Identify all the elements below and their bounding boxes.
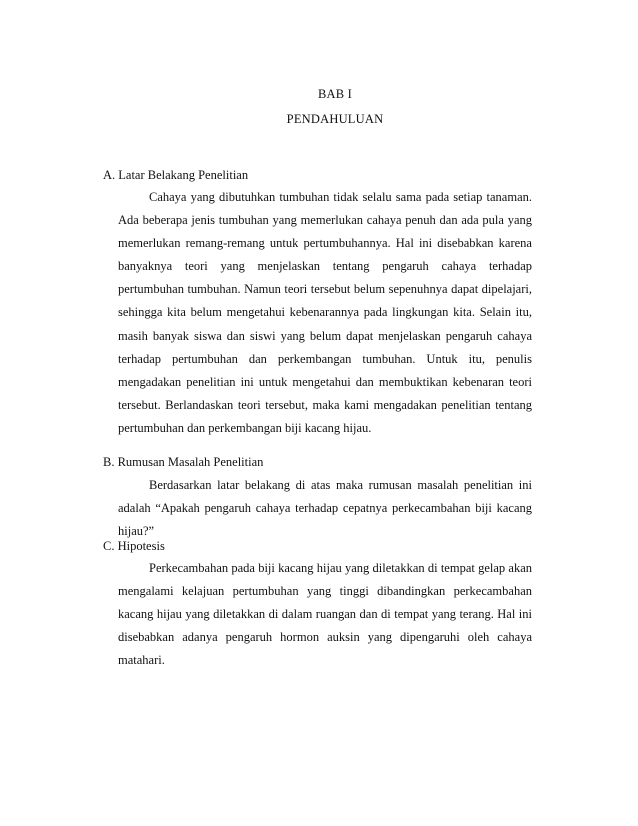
section-paragraph: Perkecambahan pada biji kacang hijau yang diletakkan di tempat gelap akan mengalami kelajuan pertumbuhan yang tinggi dibandingkan perkecambahan kacang hijau yang diletakkan di dalam ruangan dan di tempat yang terang. Hal ini disebabkan adanya pengaruh hormon auksin yang dipengaruhi oleh cahaya matahari. (118, 561, 532, 668)
section-heading: B. Rumusan Masalah Penelitian (103, 455, 264, 469)
chapter-title: PENDAHULUAN (286, 112, 384, 126)
chapter-number: BAB I (318, 87, 352, 101)
section-paragraph: Berdasarkan latar belakang di atas maka rumusan masalah penelitian ini adalah “Apakah pengaruh cahaya terhadap cepatnya perkecambahan biji kacang hijau?” (118, 478, 532, 539)
section-heading: C. Hipotesis (103, 539, 165, 553)
section-paragraph: Cahaya yang dibutuhkan tumbuhan tidak selalu sama pada setiap tanaman. Ada beberapa jenis tumbuhan yang memerlukan cahaya penuh dan ada pula yang memerlukan remang-remang untuk pertumbuhannya. Hal ini disebabkan karena banyaknya teori yang menjelaskan tentang pengaruh cahaya terhadap pertumbuhan tumbuhan. Namun teori tersebut belum sepenuhnya dapat dipelajari, sehingga kita belum mengetahui kebenarannya pada lingkungan kita. Selain itu, masih banyak siswa dan siswi yang belum dapat menjelaskan pengaruh cahaya terhadap pertumbuhan dan perkembangan tumbuhan. Untuk itu, penulis mengadakan penelitian ini untuk mengetahui dan membuktikan kebenaran teori tersebut. Berlandaskan teori tersebut, maka kami mengadakan penelitian tentang pertumbuhan dan perkembangan biji kacang hijau. (118, 190, 532, 435)
section-heading: A. Latar Belakang Penelitian (103, 168, 249, 182)
